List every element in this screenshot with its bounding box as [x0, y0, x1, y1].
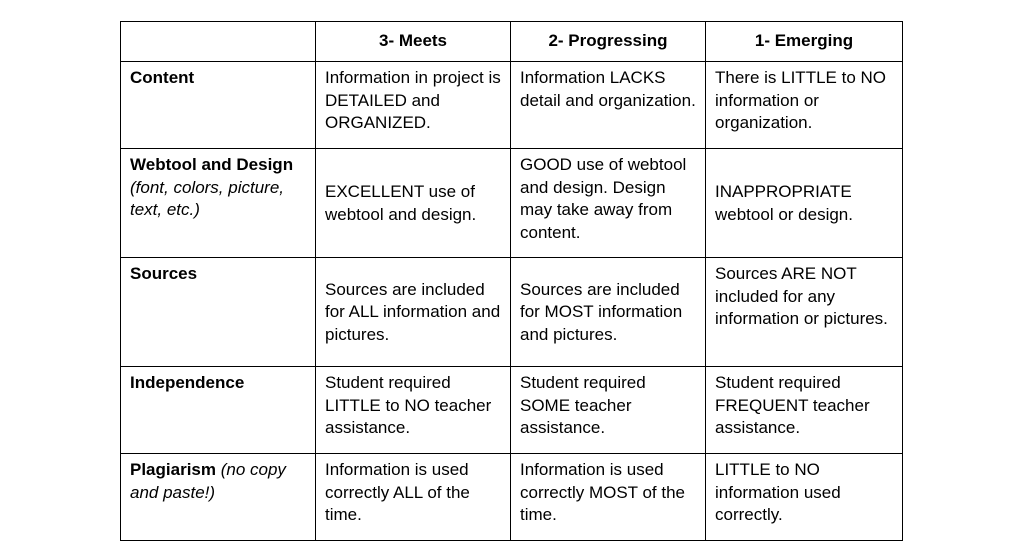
meets-cell: Information is used correctly ALL of the time.	[316, 454, 511, 541]
criterion-cell	[121, 62, 316, 149]
criterion-name: Plagiarism	[130, 460, 216, 479]
table-row	[121, 454, 903, 541]
header-row	[121, 22, 903, 62]
progressing-cell: Information is used correctly MOST of the time.	[511, 454, 706, 541]
header-emerging: 1- Emerging	[706, 22, 903, 62]
meets-cell: Information in project is DETAILED and ORGANIZED.	[316, 62, 511, 149]
criterion-name: Webtool and Design	[130, 155, 294, 174]
criterion-note: (no copy and paste!)	[130, 460, 286, 502]
meets-cell: EXCELLENT use of webtool and design.	[316, 149, 511, 258]
header-progressing: 2- Progressing	[511, 22, 706, 62]
meets-cell: Sources are included for ALL information and pictures.	[316, 258, 511, 367]
emerging-cell: INAPPROPRIATE webtool or design.	[706, 149, 903, 258]
table-row	[121, 149, 903, 258]
emerging-cell: There is LITTLE to NO information or organization.	[706, 62, 903, 149]
emerging-cell: Sources ARE NOT included for any information or pictures.	[706, 258, 903, 367]
progressing-cell: Sources are included for MOST information and pictures.	[511, 258, 706, 367]
meets-cell: Student required LITTLE to NO teacher assistance.	[316, 367, 511, 454]
criterion-name: Independence	[130, 373, 245, 392]
progressing-cell: GOOD use of webtool and design. Design may take away from content.	[511, 149, 706, 258]
criterion-note: (font, colors, picture, text, etc.)	[130, 177, 285, 219]
progressing-cell: Information LACKS detail and organization.	[511, 62, 706, 149]
table-row	[121, 367, 903, 454]
criterion-name: Sources	[130, 264, 198, 283]
criterion-cell	[121, 367, 316, 454]
criterion-name: Content	[130, 68, 195, 87]
progressing-cell: Student required SOME teacher assistance.	[511, 367, 706, 454]
header-meets: 3- Meets	[316, 22, 511, 62]
criterion-cell	[121, 258, 316, 367]
criterion-cell	[121, 149, 316, 258]
header-blank-cell	[121, 22, 316, 62]
criterion-cell	[121, 454, 316, 541]
table-row	[121, 62, 903, 149]
rubric-table	[120, 21, 903, 541]
emerging-cell: LITTLE to NO information used correctly.	[706, 454, 903, 541]
table-row	[121, 258, 903, 367]
emerging-cell: Student required FREQUENT teacher assistance.	[706, 367, 903, 454]
